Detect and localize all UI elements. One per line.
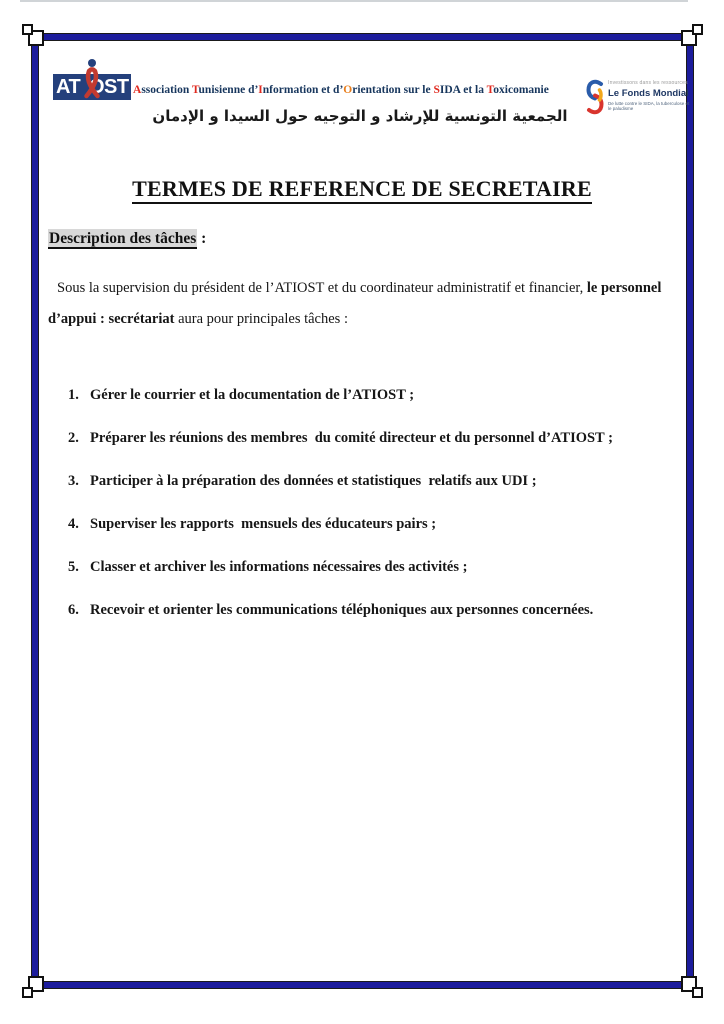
org-initial: T — [191, 84, 199, 96]
task-text: Participer à la préparation des données et statistiques relatifs aux UDI ; — [90, 473, 537, 489]
task-item — [68, 385, 680, 405]
task-text: Recevoir et orienter les communications téléphoniques aux personnes concernées. — [90, 602, 594, 618]
aids-ribbon-icon — [79, 58, 105, 106]
task-item — [68, 557, 680, 577]
task-item — [68, 600, 680, 620]
border-corner-ornament — [22, 972, 48, 998]
task-list — [68, 385, 680, 643]
task-text: Préparer les réunions des membres du comité directeur et du personnel d’ATIOST ; — [90, 430, 613, 446]
task-number: 2. — [68, 430, 79, 446]
task-text: Classer et archiver les informations nécessaires des activités ; — [90, 559, 468, 575]
task-number: 4. — [68, 516, 79, 532]
task-item — [68, 428, 680, 448]
section-heading — [48, 230, 206, 248]
border-corner-ornament — [677, 24, 703, 50]
section-heading-colon: : — [197, 230, 207, 247]
org-initial: I — [258, 84, 263, 96]
task-text: Superviser les rapports mensuels des éducateurs pairs ; — [90, 516, 437, 532]
task-number: 6. — [68, 602, 79, 618]
task-number: 5. — [68, 559, 79, 575]
org-initial: S — [433, 84, 440, 96]
task-text: Gérer le courrier et la documentation de l’ATIOST ; — [90, 387, 415, 403]
global-fund-logo — [585, 70, 693, 122]
org-initial: O — [343, 84, 353, 96]
org-name-french: Association Tunisienne d’Information et d’Orientation sur le SIDA et la Toxicomanie — [133, 84, 549, 96]
org-initial: T — [486, 84, 494, 96]
intro-bold-phrase: le personnel d’appui : secrétariat — [48, 280, 666, 327]
task-item — [68, 514, 680, 534]
global-fund-swirl-icon — [585, 76, 605, 118]
atiost-logo-text-left: AT — [56, 76, 81, 98]
global-fund-tagline-top: Investissons dans les ressources — [608, 80, 688, 86]
atiost-logo-text-right: OST — [89, 76, 129, 98]
global-fund-tagline-bottom: De lutte contre le SIDA, la tuberculose et le paludisme — [608, 101, 690, 111]
org-initial: A — [133, 84, 142, 96]
global-fund-name: Le Fonds Mondial — [608, 88, 689, 99]
task-number: 1. — [68, 387, 79, 403]
task-item — [68, 471, 680, 491]
task-number: 3. — [68, 473, 79, 489]
scan-artifact-line — [20, 0, 688, 2]
border-corner-ornament — [22, 24, 48, 50]
border-corner-ornament — [677, 972, 703, 998]
intro-paragraph: Sous la supervision du président de l’ATIOST et du coordinateur administratif et financier, le personnel d’appui : secrétariat aura pour principales tâches : — [48, 280, 666, 327]
atiost-logo — [53, 58, 137, 106]
document-title: TERMES DE REFERENCE DE SECRETAIRE — [0, 176, 724, 202]
org-name-arabic: الجمعية التونسية للإرشاد و التوجيه حول السيدا و الإدمان — [152, 107, 568, 125]
section-heading-highlight: Description des tâches — [49, 230, 197, 247]
